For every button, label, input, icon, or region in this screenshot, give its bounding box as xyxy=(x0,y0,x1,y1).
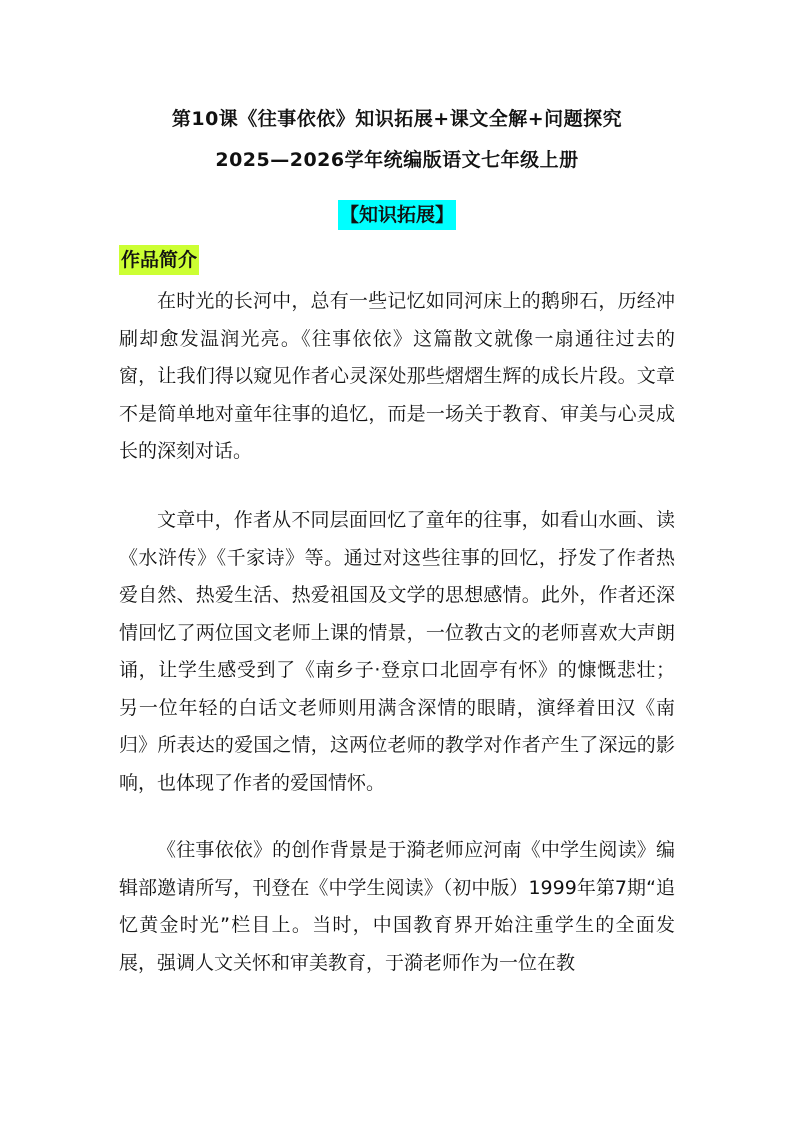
body-paragraph: 在时光的长河中，总有一些记忆如同河床上的鹅卵石，历经冲刷却愈发温润光亮。《往事依依》这篇散文就像一扇通往过去的窗，让我们得以窥见作者心灵深处那些熠熠生辉的成长片段。文章不是简单地对童年往事的追忆，而是一场关于教育、审美与心灵成长的深刻对话。 xyxy=(119,290,675,462)
subheading-work-intro: 作品简介 xyxy=(119,245,199,275)
section-tag-knowledge-expansion: 【知识拓展】 xyxy=(338,200,456,230)
document-subtitle: 2025—2026学年统编版语文七年级上册 xyxy=(215,149,579,171)
body-paragraph: 《往事依依》的创作背景是于漪老师应河南《中学生阅读》编辑部邀请所写，刊登在《中学生阅读》（初中版）1999年第7期“追忆黄金时光”栏目上。当时，中国教育界开始注重学生的全面发展，强调人文关怀和审美教育，于漪老师作为一位在教 xyxy=(119,839,675,974)
document-title: 第10课《往事依依》知识拓展+课文全解+问题探究 xyxy=(171,108,623,130)
section-tag-row xyxy=(0,200,794,230)
body-paragraph: 文章中，作者从不同层面回忆了童年的往事，如看山水画、读《水浒传》《千家诗》等。通过对这些往事的回忆，抒发了作者热爱自然、热爱生活、热爱祖国及文学的思想感情。此外，作者还深情回忆了两位国文老师上课的情景，一位教古文的老师喜欢大声朗诵，让学生感受到了《南乡子·登京口北固亭有怀》的慷慨悲壮；另一位年轻的白话文老师则用满含深情的眼睛，演绎着田汉《南归》所表达的爱国之情，这两位老师的教学对作者产生了深远的影响，也体现了作者的爱国情怀。 xyxy=(119,509,675,794)
